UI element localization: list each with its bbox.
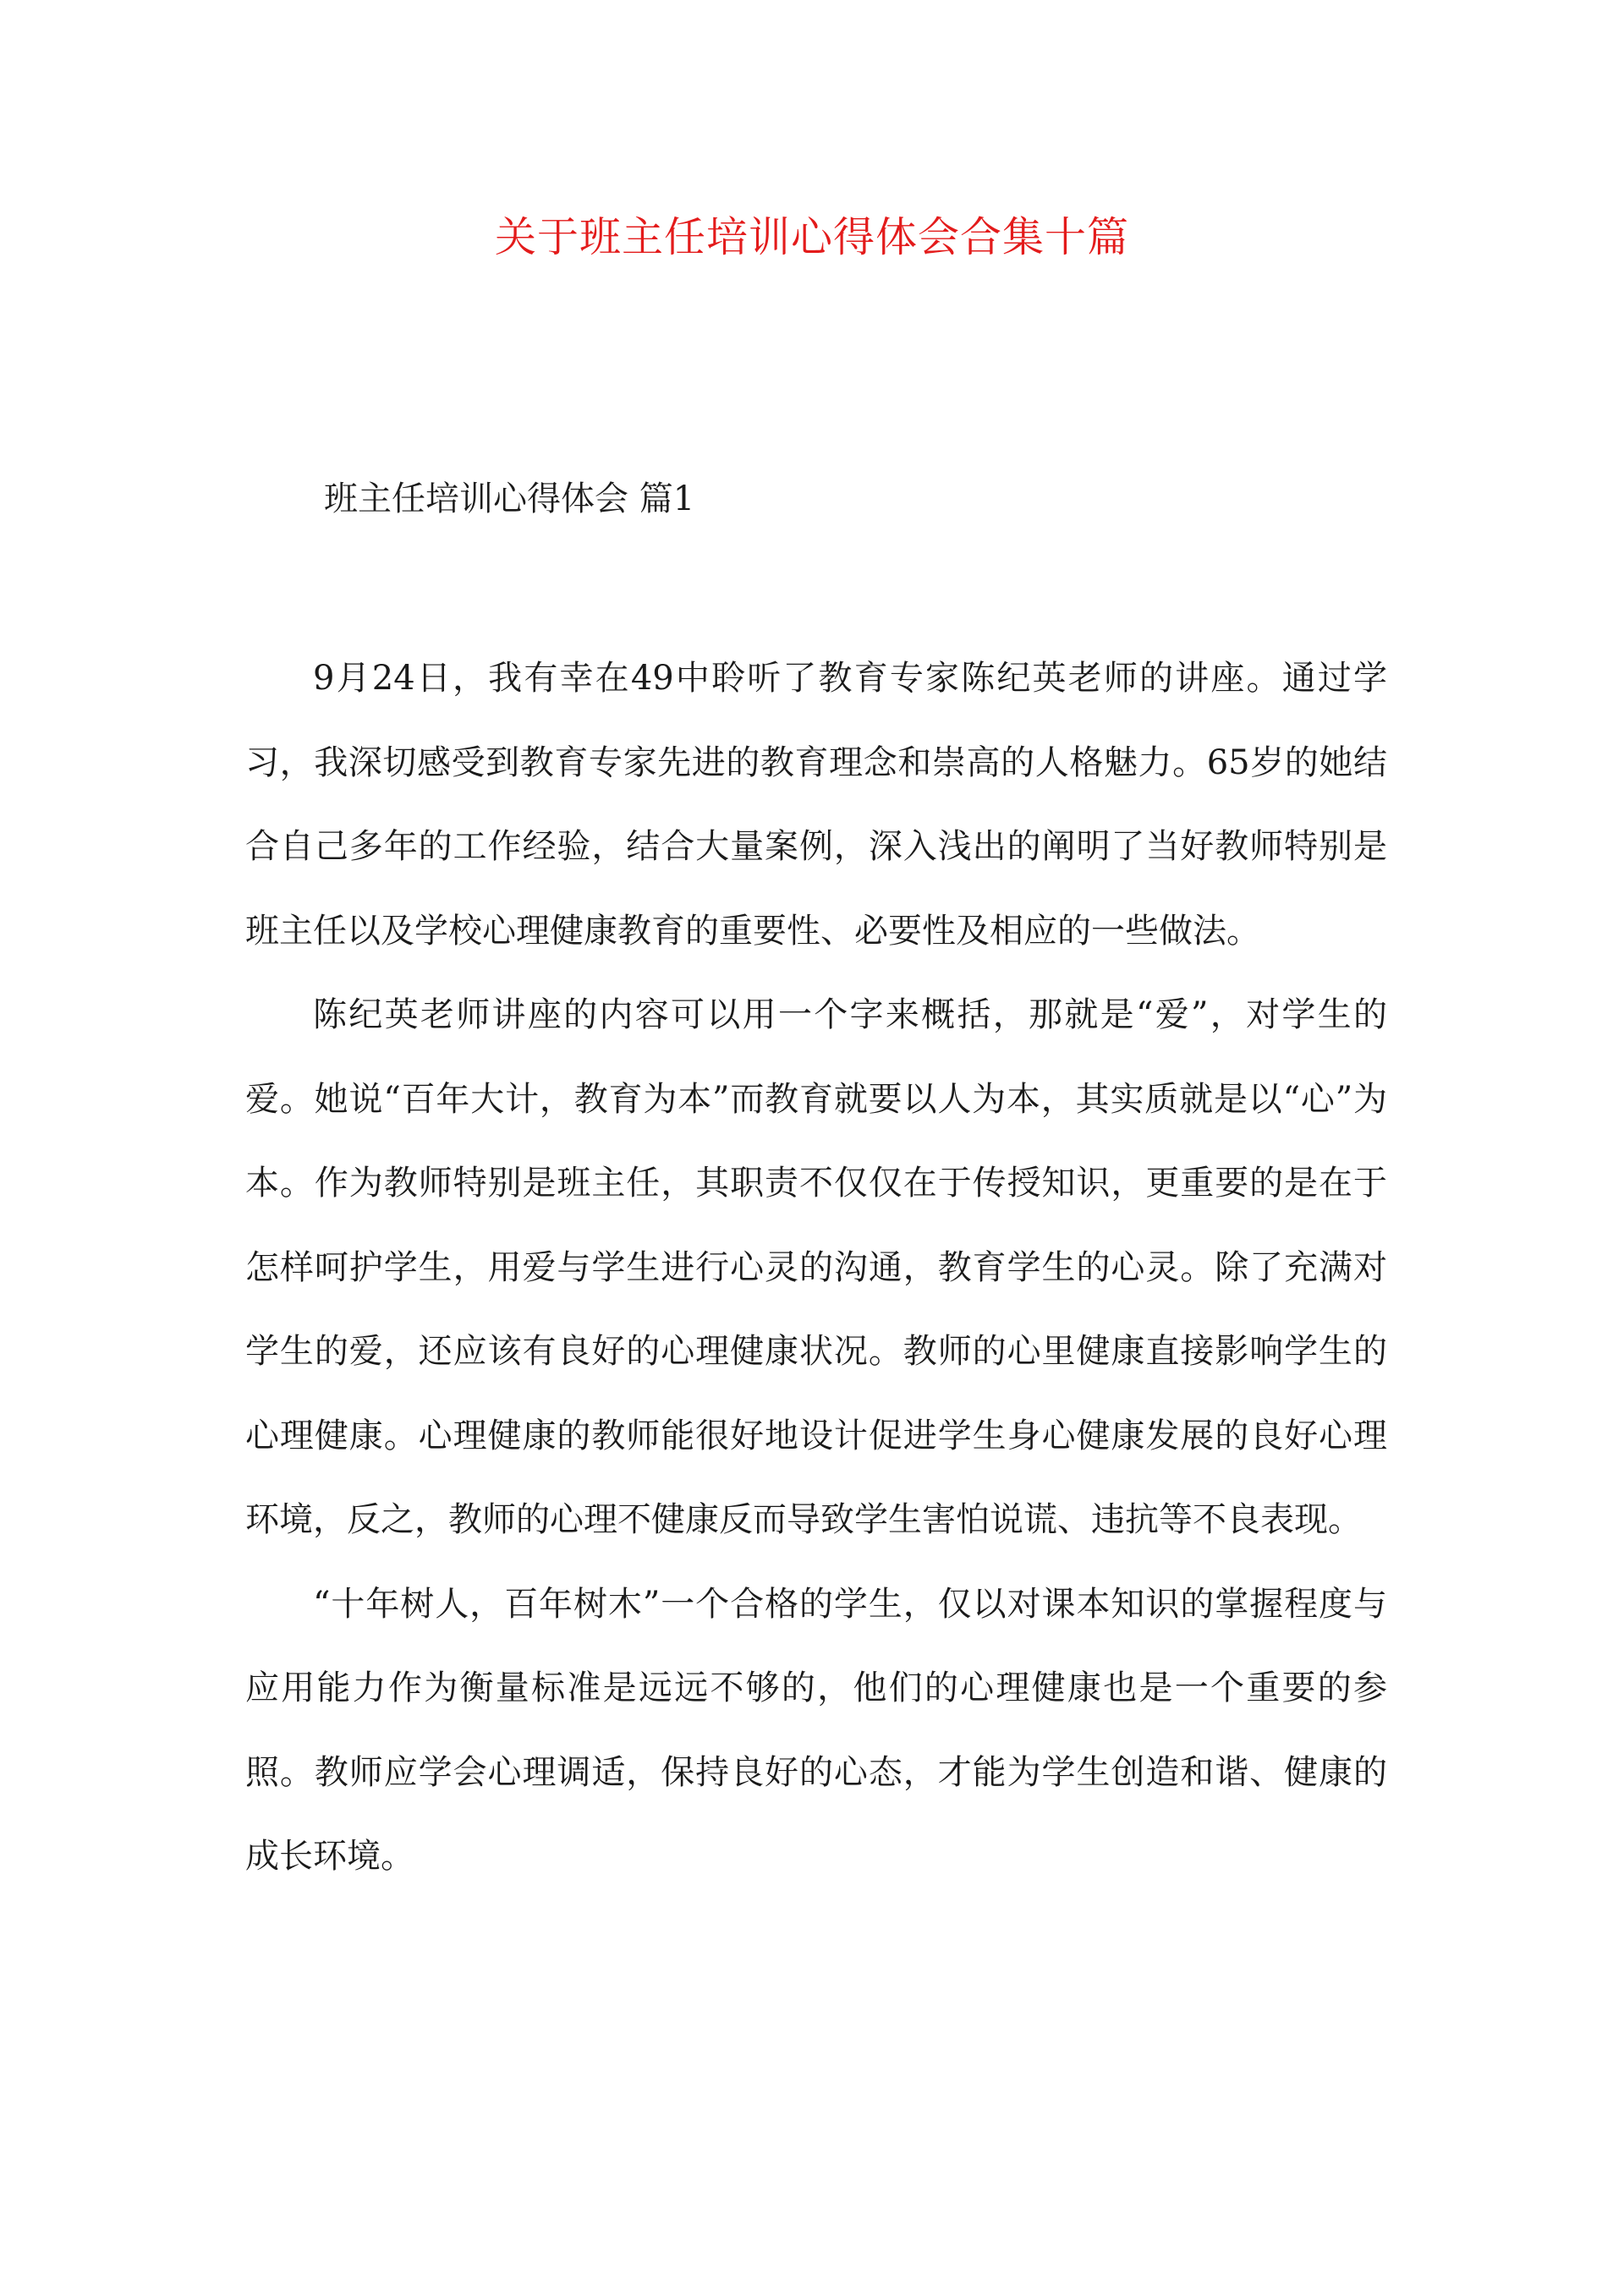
document-title: 关于班主任培训心得体会合集十篇 — [494, 213, 1129, 261]
paragraph: 9月24日，我有幸在49中聆听了教育专家陈纪英老师的讲座。通过学习，我深切感受到教育专家先进的教育理念和崇高的人格魅力。65岁的她结合自己多年的工作经验，结合大量案例，深入浅出的阐明了当好教师特别是班主任以及学校心理健康教育的重要性、必要性及相应的一些做法。 — [245, 659, 1387, 951]
paragraph: “十年树人，百年树木”一个合格的学生，仅以对课本知识的掌握程度与应用能力作为衡量标准是远远不够的，他们的心理健康也是一个重要的参照。教师应学会心理调适，保持良好的心态，才能为学生创造和谐、健康的成长环境。 — [245, 1584, 1387, 1876]
document-body — [245, 637, 1387, 1899]
section-heading: 班主任培训心得体会 篇1 — [324, 479, 695, 518]
paragraph: 陈纪英老师讲座的内容可以用一个字来概括，那就是“爱”，对学生的爱。她说“百年大计，教育为本”而教育就要以人为本，其实质就是以“心”为本。作为教师特别是班主任，其职责不仅仅在于传授知识，更重要的是在于怎样呵护学生，用爱与学生进行心灵的沟通，教育学生的心灵。除了充满对学生的爱，还应该有良好的心理健康状况。教师的心里健康直接影响学生的心理健康。心理健康的教师能很好地设计促进学生身心健康发展的良好心理环境，反之，教师的心理不健康反而导致学生害怕说谎、违抗等不良表现。 — [245, 995, 1387, 1539]
